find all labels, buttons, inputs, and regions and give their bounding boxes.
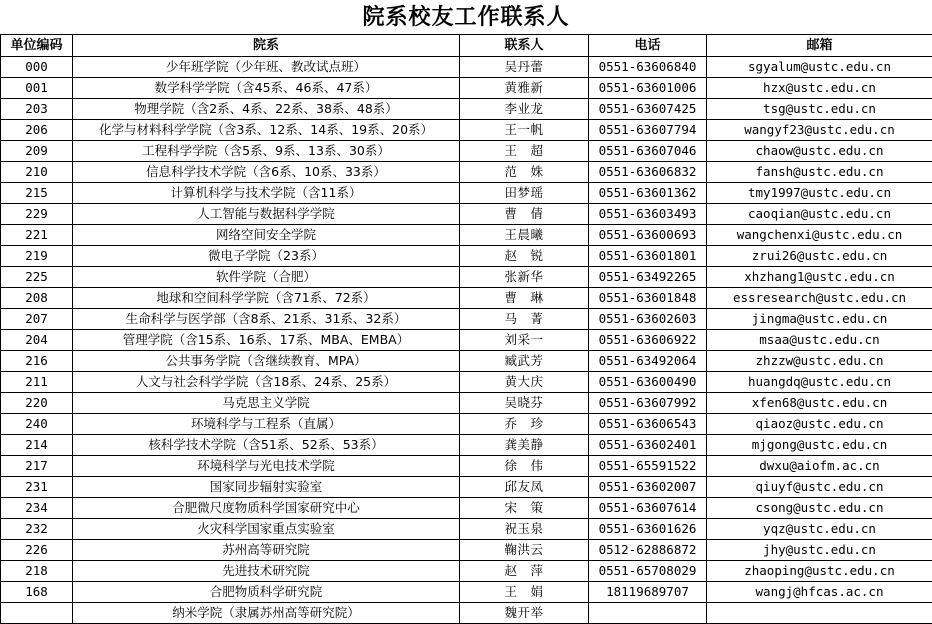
- cell-phone: 0551-63601362: [589, 183, 707, 204]
- cell-department: 人文与社会科学学院（含18系、24系、25系）: [73, 372, 460, 393]
- cell-contact: 刘采一: [460, 330, 589, 351]
- cell-email: chaow@ustc.edu.cn: [707, 141, 932, 162]
- cell-email: caoqian@ustc.edu.cn: [707, 204, 932, 225]
- cell-phone: 0551-63600490: [589, 372, 707, 393]
- cell-department: 马克思主义学院: [73, 393, 460, 414]
- cell-department: 数学科学学院（含45系、46系、47系）: [73, 78, 460, 99]
- cell-phone: 0551-63602603: [589, 309, 707, 330]
- cell-email: qiuyf@ustc.edu.cn: [707, 477, 932, 498]
- cell-email: fansh@ustc.edu.cn: [707, 162, 932, 183]
- table-row: [1, 351, 932, 372]
- cell-contact: 祝玉泉: [460, 519, 589, 540]
- cell-code: 210: [1, 162, 73, 183]
- cell-email: msaa@ustc.edu.cn: [707, 330, 932, 351]
- cell-department: 国家同步辐射实验室: [73, 477, 460, 498]
- cell-department: 微电子学院（23系）: [73, 246, 460, 267]
- table-row: [1, 414, 932, 435]
- cell-department: 环境科学与工程系（直属）: [73, 414, 460, 435]
- cell-code: 217: [1, 456, 73, 477]
- cell-phone: 0551-65591522: [589, 456, 707, 477]
- cell-contact: 曹 琳: [460, 288, 589, 309]
- cell-contact: 李业龙: [460, 99, 589, 120]
- cell-phone: [589, 603, 707, 624]
- table-row: [1, 477, 932, 498]
- cell-email: hzx@ustc.edu.cn: [707, 78, 932, 99]
- cell-contact: 黄雅新: [460, 78, 589, 99]
- cell-contact: 王晨曦: [460, 225, 589, 246]
- cell-department: 管理学院（含15系、16系、17系、MBA、EMBA）: [73, 330, 460, 351]
- cell-email: huangdq@ustc.edu.cn: [707, 372, 932, 393]
- cell-department: 核科学技术学院（含51系、52系、53系）: [73, 435, 460, 456]
- header-contact: 联系人: [460, 35, 589, 57]
- cell-phone: 0551-63606832: [589, 162, 707, 183]
- cell-contact: 邱友凤: [460, 477, 589, 498]
- cell-code: 221: [1, 225, 73, 246]
- cell-code: 218: [1, 561, 73, 582]
- cell-email: jingma@ustc.edu.cn: [707, 309, 932, 330]
- cell-email: tmy1997@ustc.edu.cn: [707, 183, 932, 204]
- cell-phone: 0551-63601006: [589, 78, 707, 99]
- page-title: 院系校友工作联系人: [362, 4, 570, 30]
- cell-contact: 张新华: [460, 267, 589, 288]
- header-code: 单位编码: [1, 35, 73, 57]
- cell-department: 人工智能与数据科学学院: [73, 204, 460, 225]
- cell-email: dwxu@aiofm.ac.cn: [707, 456, 932, 477]
- header-department: 院系: [73, 35, 460, 57]
- cell-email: zrui26@ustc.edu.cn: [707, 246, 932, 267]
- table-row: [1, 99, 932, 120]
- cell-phone: 0551-63601801: [589, 246, 707, 267]
- cell-email: mjgong@ustc.edu.cn: [707, 435, 932, 456]
- cell-code: 208: [1, 288, 73, 309]
- cell-phone: 0551-65708029: [589, 561, 707, 582]
- table-row: [1, 225, 932, 246]
- cell-contact: 吴丹蕾: [460, 57, 589, 78]
- cell-contact: 赵 萍: [460, 561, 589, 582]
- cell-contact: 曹 倩: [460, 204, 589, 225]
- cell-code: 232: [1, 519, 73, 540]
- cell-code: 216: [1, 351, 73, 372]
- table-row: [1, 582, 932, 603]
- cell-email: sgyalum@ustc.edu.cn: [707, 57, 932, 78]
- cell-contact: 宋 策: [460, 498, 589, 519]
- cell-code: [1, 603, 73, 624]
- cell-phone: 0551-63603493: [589, 204, 707, 225]
- cell-department: 公共事务学院（含继续教育、MPA）: [73, 351, 460, 372]
- table-row: [1, 162, 932, 183]
- cell-contact: 黄大庆: [460, 372, 589, 393]
- table-row: [1, 288, 932, 309]
- cell-email: xfen68@ustc.edu.cn: [707, 393, 932, 414]
- cell-code: 220: [1, 393, 73, 414]
- cell-email: yqz@ustc.edu.cn: [707, 519, 932, 540]
- cell-phone: 0551-63607794: [589, 120, 707, 141]
- cell-department: 合肥物质科学研究院: [73, 582, 460, 603]
- cell-code: 203: [1, 99, 73, 120]
- table-row: [1, 267, 932, 288]
- cell-phone: 0551-63606543: [589, 414, 707, 435]
- cell-email: wangchenxi@ustc.edu.cn: [707, 225, 932, 246]
- cell-contact: 龚美静: [460, 435, 589, 456]
- cell-contact: 马 菁: [460, 309, 589, 330]
- cell-department: 工程科学学院（含5系、9系、13系、30系）: [73, 141, 460, 162]
- cell-code: 225: [1, 267, 73, 288]
- cell-contact: 王 娟: [460, 582, 589, 603]
- cell-department: 地球和空间科学学院（含71系、72系）: [73, 288, 460, 309]
- table-row: [1, 603, 932, 624]
- cell-email: wangyf23@ustc.edu.cn: [707, 120, 932, 141]
- table-row: [1, 183, 932, 204]
- cell-phone: 18119689707: [589, 582, 707, 603]
- cell-email: [707, 603, 932, 624]
- cell-phone: 0551-63607614: [589, 498, 707, 519]
- cell-code: 000: [1, 57, 73, 78]
- cell-code: 240: [1, 414, 73, 435]
- cell-phone: 0512-62886872: [589, 540, 707, 561]
- cell-department: 网络空间安全学院: [73, 225, 460, 246]
- header-phone: 电话: [589, 35, 707, 57]
- table-row: [1, 498, 932, 519]
- cell-code: 219: [1, 246, 73, 267]
- cell-email: tsg@ustc.edu.cn: [707, 99, 932, 120]
- cell-email: xhzhang1@ustc.edu.cn: [707, 267, 932, 288]
- cell-contact: 臧武芳: [460, 351, 589, 372]
- cell-contact: 王 超: [460, 141, 589, 162]
- cell-department: 计算机科学与技术学院（含11系）: [73, 183, 460, 204]
- cell-code: 204: [1, 330, 73, 351]
- cell-phone: 0551-63601626: [589, 519, 707, 540]
- cell-contact: 赵 锐: [460, 246, 589, 267]
- cell-contact: 徐 伟: [460, 456, 589, 477]
- cell-department: 先进技术研究院: [73, 561, 460, 582]
- cell-department: 信息科学技术学院（含6系、10系、33系）: [73, 162, 460, 183]
- table-header-row: [1, 35, 932, 57]
- table-row: [1, 204, 932, 225]
- cell-phone: 0551-63602401: [589, 435, 707, 456]
- cell-code: 168: [1, 582, 73, 603]
- cell-department: 物理学院（含2系、4系、22系、38系、48系）: [73, 99, 460, 120]
- cell-code: 209: [1, 141, 73, 162]
- cell-department: 环境科学与光电技术学院: [73, 456, 460, 477]
- cell-phone: 0551-63601848: [589, 288, 707, 309]
- table-row: [1, 120, 932, 141]
- cell-email: csong@ustc.edu.cn: [707, 498, 932, 519]
- cell-phone: 0551-63602007: [589, 477, 707, 498]
- table-row: [1, 519, 932, 540]
- cell-phone: 0551-63606922: [589, 330, 707, 351]
- cell-phone: 0551-63492064: [589, 351, 707, 372]
- cell-code: 211: [1, 372, 73, 393]
- table-row: [1, 393, 932, 414]
- cell-contact: 王一帆: [460, 120, 589, 141]
- cell-code: 229: [1, 204, 73, 225]
- cell-department: 苏州高等研究院: [73, 540, 460, 561]
- cell-contact: 鞠洪云: [460, 540, 589, 561]
- cell-phone: 0551-63606840: [589, 57, 707, 78]
- cell-department: 纳米学院（隶属苏州高等研究院）: [73, 603, 460, 624]
- cell-department: 火灾科学国家重点实验室: [73, 519, 460, 540]
- cell-department: 化学与材料科学学院（含3系、12系、14系、19系、20系）: [73, 120, 460, 141]
- cell-code: 234: [1, 498, 73, 519]
- cell-code: 226: [1, 540, 73, 561]
- cell-email: wangj@hfcas.ac.cn: [707, 582, 932, 603]
- header-email: 邮箱: [707, 35, 932, 57]
- cell-email: zhaoping@ustc.edu.cn: [707, 561, 932, 582]
- table-row: [1, 561, 932, 582]
- contacts-table: [0, 34, 932, 624]
- cell-department: 少年班学院（少年班、教改试点班）: [73, 57, 460, 78]
- cell-code: 214: [1, 435, 73, 456]
- table-body: [1, 57, 932, 624]
- table-row: [1, 78, 932, 99]
- cell-phone: 0551-63600693: [589, 225, 707, 246]
- cell-department: 合肥微尺度物质科学国家研究中心: [73, 498, 460, 519]
- cell-code: 206: [1, 120, 73, 141]
- cell-email: essresearch@ustc.edu.cn: [707, 288, 932, 309]
- cell-contact: 范 姝: [460, 162, 589, 183]
- cell-phone: 0551-63607992: [589, 393, 707, 414]
- table-row: [1, 57, 932, 78]
- cell-contact: 吴晓芬: [460, 393, 589, 414]
- cell-code: 215: [1, 183, 73, 204]
- table-row: [1, 330, 932, 351]
- cell-phone: 0551-63607425: [589, 99, 707, 120]
- cell-department: 软件学院（合肥）: [73, 267, 460, 288]
- cell-contact: 乔 珍: [460, 414, 589, 435]
- table-row: [1, 141, 932, 162]
- table-row: [1, 372, 932, 393]
- cell-email: zhzzw@ustc.edu.cn: [707, 351, 932, 372]
- cell-contact: 田梦瑶: [460, 183, 589, 204]
- table-row: [1, 435, 932, 456]
- cell-code: 231: [1, 477, 73, 498]
- table-row: [1, 456, 932, 477]
- table-row: [1, 309, 932, 330]
- cell-code: 207: [1, 309, 73, 330]
- cell-phone: 0551-63607046: [589, 141, 707, 162]
- cell-department: 生命科学与医学部（含8系、21系、31系、32系）: [73, 309, 460, 330]
- cell-phone: 0551-63492265: [589, 267, 707, 288]
- table-row: [1, 246, 932, 267]
- cell-email: qiaoz@ustc.edu.cn: [707, 414, 932, 435]
- cell-code: 001: [1, 78, 73, 99]
- cell-email: jhy@ustc.edu.cn: [707, 540, 932, 561]
- table-row: [1, 540, 932, 561]
- cell-contact: 魏开举: [460, 603, 589, 624]
